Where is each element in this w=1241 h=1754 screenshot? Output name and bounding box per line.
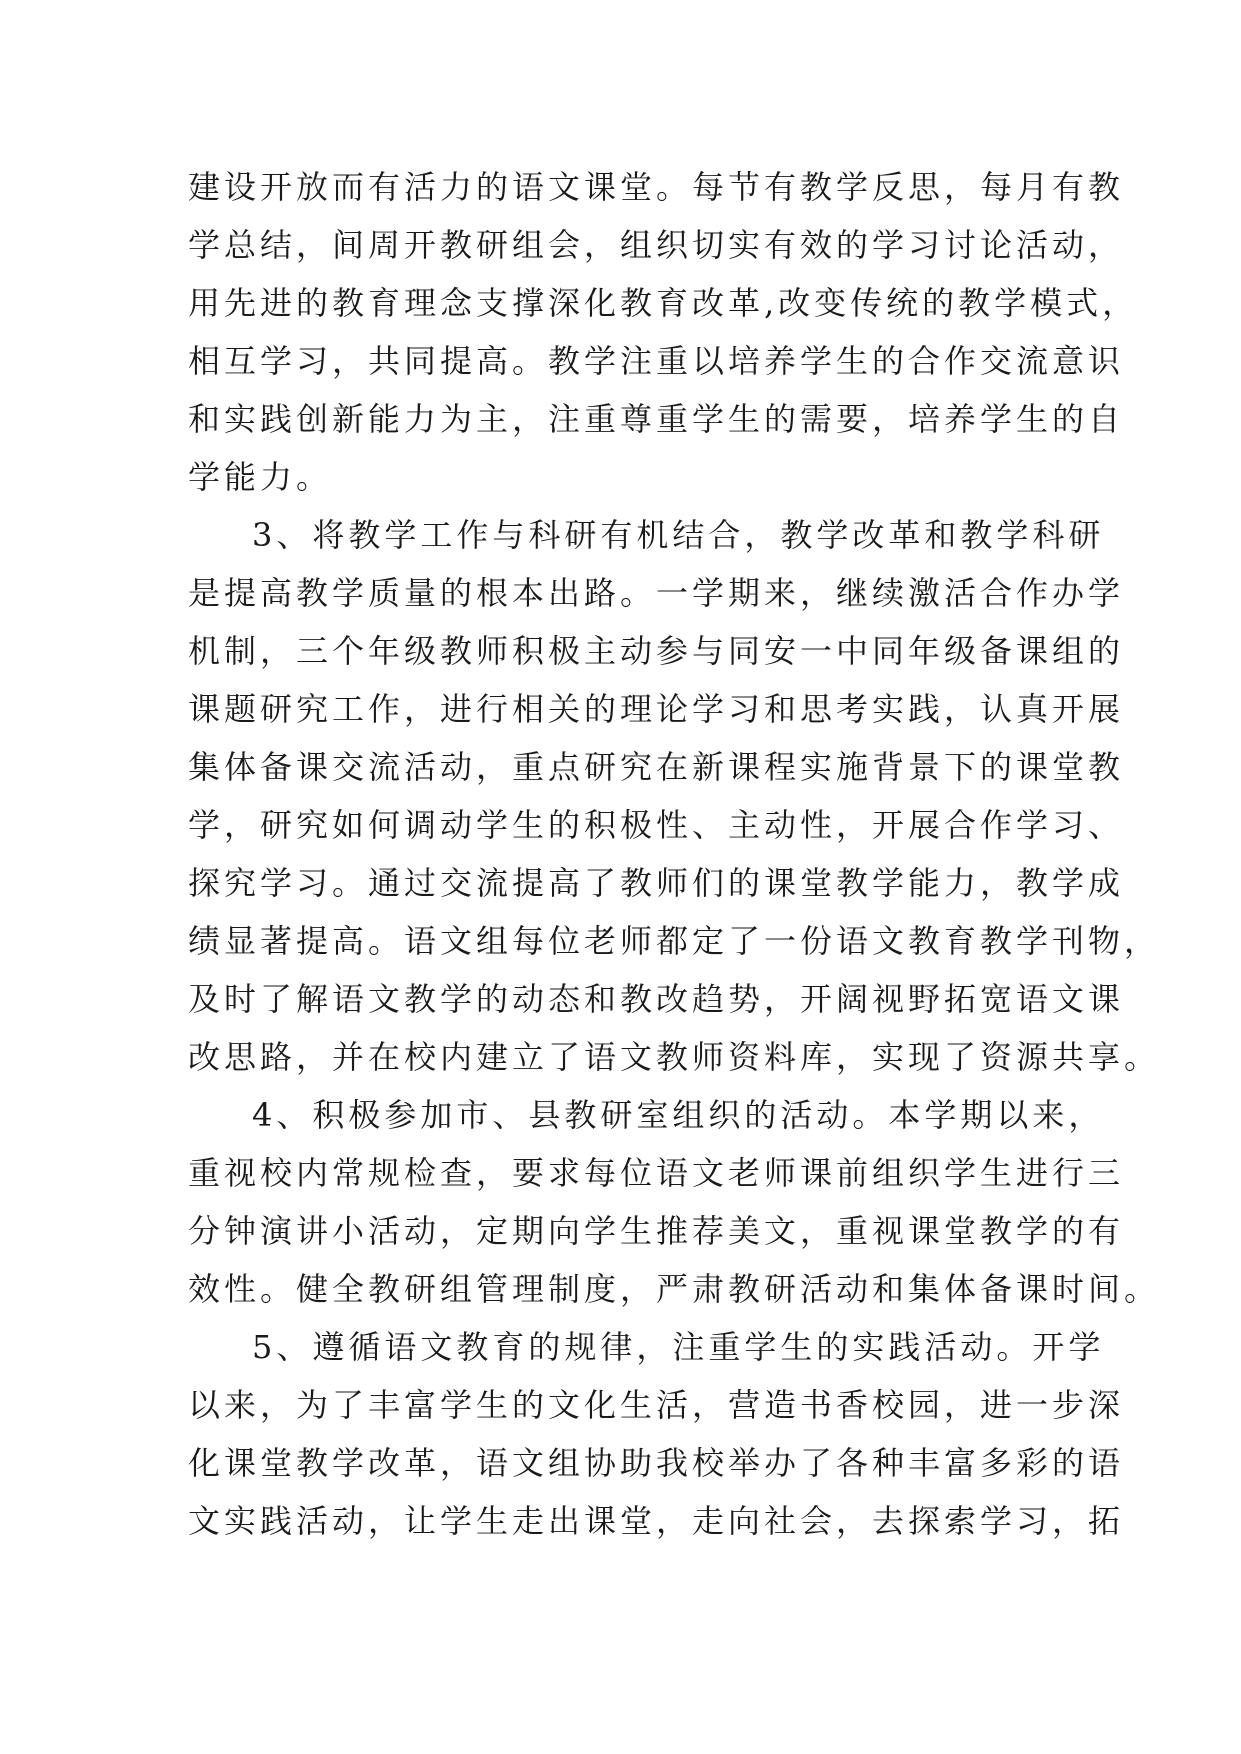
text-line: 效性。健全教研组管理制度，严肃教研活动和集体备课时间。 — [188, 1270, 1161, 1308]
text-line: 以来，为了丰富学生的文化生活，营造书香校园，进一步深 — [188, 1386, 1125, 1424]
document-body — [188, 158, 1161, 1550]
text-line: 文实践活动，让学生走出课堂，走向社会，去探索学习，拓 — [188, 1502, 1125, 1540]
text-line: 机制，三个年级教师积极主动参与同安一中同年级备课组的 — [188, 632, 1125, 670]
text-line: 重视校内常规检查，要求每位语文老师课前组织学生进行三 — [188, 1154, 1125, 1192]
text-line: 及时了解语文教学的动态和教改趋势，开阔视野拓宽语文课 — [188, 980, 1125, 1018]
text-line: 集体备课交流活动，重点研究在新课程实施背景下的课堂教 — [188, 748, 1125, 786]
text-line: 改思路，并在校内建立了语文教师资料库，实现了资源共享。 — [188, 1038, 1161, 1076]
text-line: 建设开放而有活力的语文课堂。每节有教学反思，每月有教 — [188, 168, 1125, 206]
text-line: 绩显著提高。语文组每位老师都定了一份语文教育教学刊物， — [188, 922, 1161, 960]
paragraph-3-first-line: 3、将教学工作与科研有机结合，教学改革和教学科研 — [252, 516, 1105, 554]
text-line: 学能力。 — [188, 458, 333, 496]
text-line: 和实践创新能力为主，注重尊重学生的需要，培养学生的自 — [188, 400, 1125, 438]
text-line: 化课堂教学改革，语文组协助我校举办了各种丰富多彩的语 — [188, 1444, 1125, 1482]
text-line: 用先进的教育理念支撑深化教育改革,改变传统的教学模式， — [188, 284, 1139, 322]
text-line: 学总结，间周开教研组会，组织切实有效的学习讨论活动， — [188, 226, 1125, 264]
text-line: 探究学习。通过交流提高了教师们的课堂教学能力，教学成 — [188, 864, 1125, 902]
text-line: 学，研究如何调动学生的积极性、主动性，开展合作学习、 — [188, 806, 1125, 844]
paragraph-5-first-line: 5、遵循语文教育的规律，注重学生的实践活动。开学 — [252, 1328, 1105, 1366]
text-line: 分钟演讲小活动，定期向学生推荐美文，重视课堂教学的有 — [188, 1212, 1125, 1250]
text-line: 相互学习，共同提高。教学注重以培养学生的合作交流意识 — [188, 342, 1125, 380]
text-line: 是提高教学质量的根本出路。一学期来，继续激活合作办学 — [188, 574, 1125, 612]
paragraph-4-first-line: 4、积极参加市、县教研室组织的活动。本学期以来， — [252, 1096, 1105, 1134]
text-line: 课题研究工作，进行相关的理论学习和思考实践，认真开展 — [188, 690, 1125, 728]
